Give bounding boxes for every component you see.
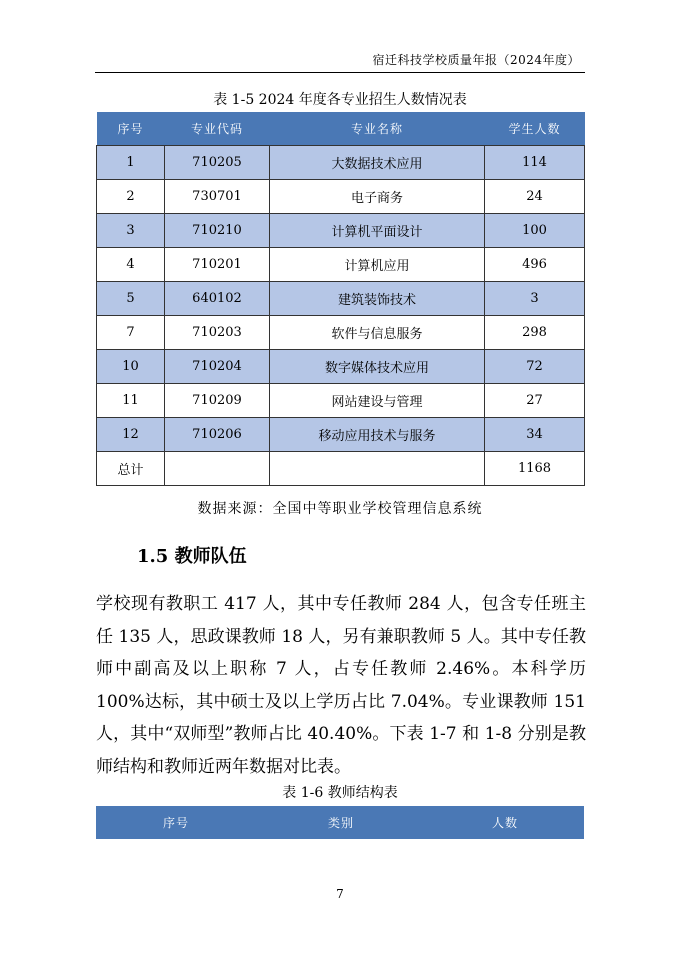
cell-count: 27 [485, 384, 585, 418]
cell-empty [165, 452, 270, 486]
table-row [97, 146, 585, 180]
cell-no: 11 [97, 384, 165, 418]
enrollment-table-header [97, 112, 585, 146]
data-source-note: 数据来源：全国中等职业学校管理信息系统 [197, 501, 483, 517]
enrollment-table [96, 112, 585, 486]
cell-name: 建筑装饰技术 [270, 282, 485, 316]
cell-count: 3 [485, 282, 585, 316]
table-row [97, 384, 585, 418]
cell-code: 730701 [165, 180, 270, 214]
cell-no: 2 [97, 180, 165, 214]
column-header-count: 人数 [426, 806, 584, 839]
column-header-count: 学生人数 [485, 112, 585, 146]
cell-code: 710201 [165, 248, 270, 282]
total-value: 1168 [485, 452, 585, 486]
page-number: 7 [336, 887, 344, 901]
cell-count: 298 [485, 316, 585, 350]
table-caption-enrollment: 表 1-5 2024 年度各专业招生人数情况表 [213, 92, 467, 108]
cell-count: 100 [485, 214, 585, 248]
column-header-no: 序号 [96, 806, 256, 839]
cell-code: 710203 [165, 316, 270, 350]
cell-code: 640102 [165, 282, 270, 316]
cell-name: 计算机平面设计 [270, 214, 485, 248]
teacher-table-header [96, 806, 584, 839]
table-row [97, 418, 585, 452]
cell-no: 4 [97, 248, 165, 282]
cell-no: 1 [97, 146, 165, 180]
cell-no: 12 [97, 418, 165, 452]
section-title: 1.5 教师队伍 [137, 546, 247, 567]
cell-name: 软件与信息服务 [270, 316, 485, 350]
cell-count: 24 [485, 180, 585, 214]
cell-empty [270, 452, 485, 486]
column-header-code: 专业代码 [165, 112, 270, 146]
section-paragraph: 学校现有教职工 417 人，其中专任教师 284 人，包含专任班主任 135 人，思政课教师 18 人，另有兼职教师 5 人。其中专任教师中副高及以上职称 7 人，占专任教师 2.46%。本科学历 100%达标，其中硕士及以上学历占比 7.04%。专业课教师 151 人，其中“双师型”教师占比 40.40%。下表 1-7 和 1-8 分别是教师结构和教师近两年数据对比表。 [96, 594, 587, 777]
cell-code: 710206 [165, 418, 270, 452]
cell-code: 710209 [165, 384, 270, 418]
cell-name: 数字媒体技术应用 [270, 350, 485, 384]
cell-no: 5 [97, 282, 165, 316]
total-label: 总计 [97, 452, 165, 486]
cell-code: 710205 [165, 146, 270, 180]
column-header-category: 类别 [256, 806, 426, 839]
table-row [97, 214, 585, 248]
table-row [97, 248, 585, 282]
table-row [97, 282, 585, 316]
column-header-name: 专业名称 [270, 112, 485, 146]
cell-code: 710210 [165, 214, 270, 248]
cell-name: 网站建设与管理 [270, 384, 485, 418]
header-divider [95, 72, 585, 73]
page-header: 宿迁科技学校质量年报（2024年度） [372, 53, 580, 67]
cell-name: 电子商务 [270, 180, 485, 214]
cell-name: 大数据技术应用 [270, 146, 485, 180]
cell-name: 计算机应用 [270, 248, 485, 282]
cell-name: 移动应用技术与服务 [270, 418, 485, 452]
teacher-structure-table [96, 806, 584, 839]
table-row [97, 316, 585, 350]
cell-no: 10 [97, 350, 165, 384]
cell-count: 496 [485, 248, 585, 282]
table-row [97, 350, 585, 384]
total-row [97, 452, 585, 486]
cell-count: 114 [485, 146, 585, 180]
cell-count: 72 [485, 350, 585, 384]
table-caption-teachers: 表 1-6 教师结构表 [282, 785, 398, 801]
table-row [97, 180, 585, 214]
column-header-no: 序号 [97, 112, 165, 146]
cell-no: 3 [97, 214, 165, 248]
cell-count: 34 [485, 418, 585, 452]
cell-code: 710204 [165, 350, 270, 384]
cell-no: 7 [97, 316, 165, 350]
